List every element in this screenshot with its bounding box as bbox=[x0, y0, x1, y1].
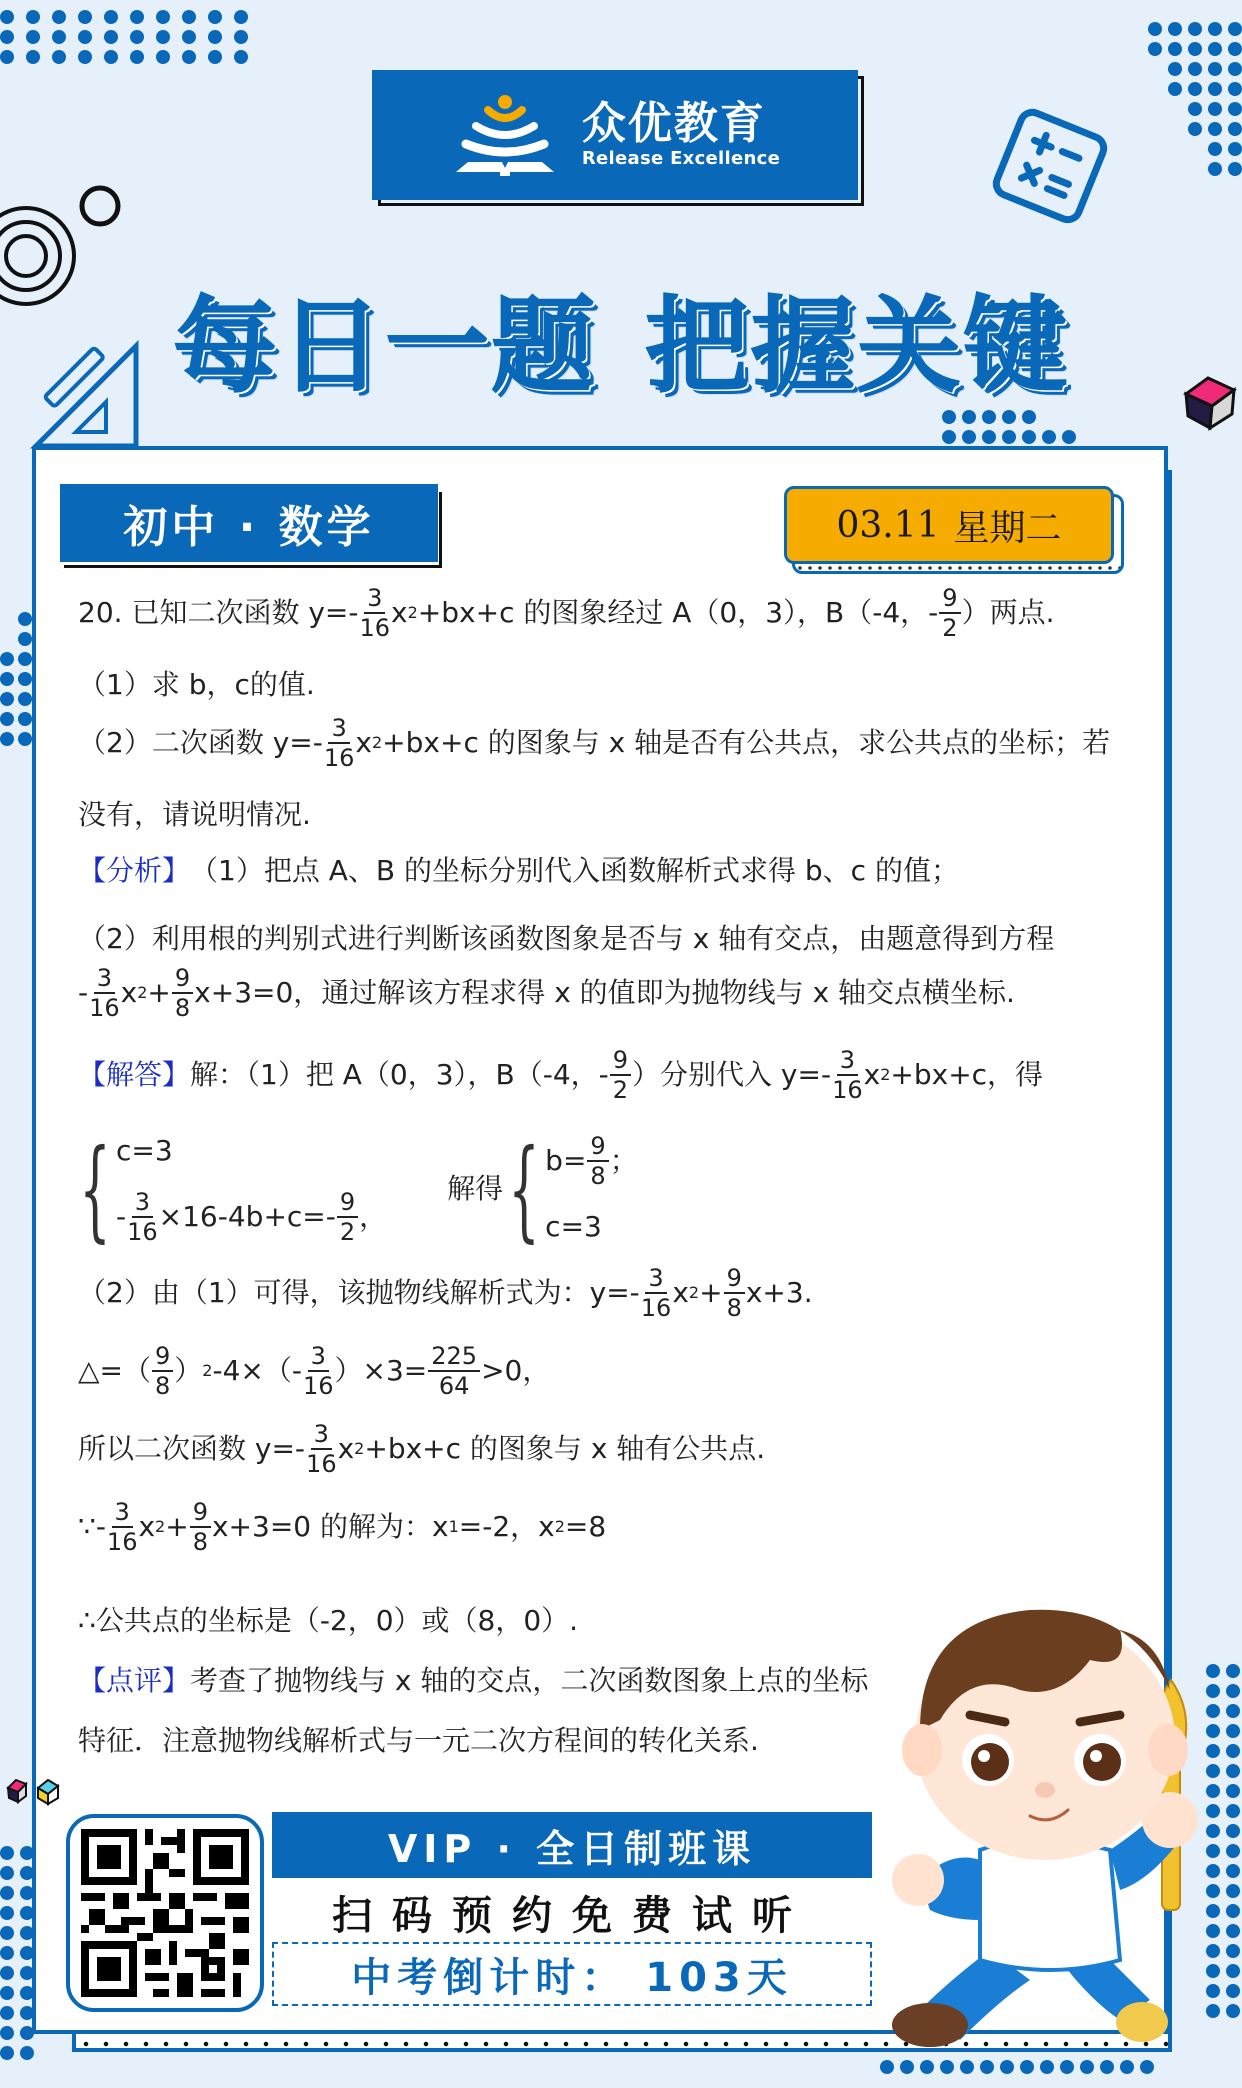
analysis-line1: 【分析】 （1）把点 A、B 的坐标分别代入函数解析式求得 b、c 的值； bbox=[78, 854, 959, 887]
solution-label: 【解答】 bbox=[78, 1058, 191, 1092]
headline-part2: 把握关键 bbox=[645, 285, 1070, 407]
countdown-value: 103天 bbox=[645, 1954, 793, 2001]
qr-code[interactable] bbox=[66, 1814, 264, 2012]
page-title bbox=[0, 262, 1242, 412]
analysis-label: 【分析】 bbox=[78, 854, 191, 887]
comment-line1: 【点评】 考查了抛物线与 x 轴的交点，二次函数图象上点的坐标 bbox=[78, 1664, 869, 1697]
weekday-value: 星期二 bbox=[953, 507, 1062, 549]
solution-part2: （2）由（1）可得，该抛物线解析式为：y=- $\frac{3}{16}$ x 2 + $\frac{9}{8}$ x+3. bbox=[78, 1264, 813, 1322]
subject-tag: 初中 · 数学 bbox=[60, 484, 438, 562]
equation-system: { c=3 - $\frac{3}{16}$ ×16-4b+c=- $\frac{9}{2}$ ， 解得 { b= $\frac{9}{8}$ ； c=3 bbox=[79, 1125, 638, 1253]
fraction: $\frac{3}{16}$ bbox=[832, 1046, 863, 1104]
brand-name-en: Release Excellence bbox=[581, 147, 781, 169]
analysis-line2: （2）利用根的判别式进行判断该函数图象是否与 x 轴有交点，由题意得到方程 bbox=[78, 922, 1055, 955]
logo-banner bbox=[372, 70, 858, 200]
solution-intro: 【解答】 解：（1）把 A（0，3），B（-4，- $\frac{9}{2}$ ）分别代入 y=- $\frac{3}{16}$ x 2 +bx+c，得 bbox=[78, 1046, 1044, 1104]
countdown-label: 中考倒计时： bbox=[351, 1954, 628, 2001]
question-part2: （2）二次函数 y=- $\frac{3}{16}$ x 2 +bx+c 的图象与 x 轴是否有公共点，求公共点的坐标；若 bbox=[78, 714, 1111, 772]
analysis-line3: - $\frac{3}{16}$ x 2 + $\frac{9}{8}$ x+3=0，通过解该方程求得 x 的值即为抛物线与 x 轴交点横坐标. bbox=[78, 964, 1015, 1022]
decor-dots-mid-right bbox=[942, 410, 1082, 444]
solution-roots: ∵- $\frac{3}{16}$ x 2 + $\frac{9}{8}$ x+3=0 的解为：x 1 =-2，x 2 =8 bbox=[78, 1498, 607, 1556]
brand-name-cn: 众优教育 bbox=[581, 98, 766, 150]
fraction: $\frac{9}{2}$ bbox=[610, 1048, 631, 1102]
logo-mark-icon bbox=[450, 90, 560, 180]
fraction: $\frac{3}{16}$ bbox=[359, 584, 391, 642]
fraction: $\frac{9}{8}$ bbox=[172, 966, 193, 1020]
scan-cta: 扫码预约免费试听 bbox=[332, 1892, 812, 1939]
comment-line2: 特征．注意抛物线解析式与一元二次方程间的转化关系. bbox=[78, 1724, 759, 1757]
mascot-boy-illustration bbox=[880, 1580, 1220, 2070]
fraction: $\frac{9}{2}$ bbox=[939, 586, 960, 640]
decor-dots-left-edge bbox=[0, 612, 36, 746]
decor-dots-top-right bbox=[1148, 22, 1242, 176]
decor-dots-top-left bbox=[0, 10, 254, 64]
question-part2-cont: 没有，请说明情况. bbox=[78, 798, 311, 831]
small-cubes-icon bbox=[4, 1776, 60, 1806]
headline-part1: 每日一题 bbox=[172, 285, 597, 407]
discriminant: △=（ $\frac{9}{8}$ ） 2 -4×（- $\frac{3}{16}$ ）×3= $\frac{225}{64}$ >0， bbox=[78, 1342, 551, 1400]
qr-code-icon bbox=[81, 1829, 249, 1997]
solution-conclusion: 所以二次函数 y=- $\frac{3}{16}$ x 2 +bx+c 的图象与 x 轴有公共点. bbox=[78, 1420, 766, 1478]
solution-therefore: ∴公共点的坐标是（-2，0）或（8，0）. bbox=[78, 1604, 579, 1637]
comment-label: 【点评】 bbox=[78, 1664, 191, 1697]
date-value: 03.11 bbox=[836, 504, 940, 546]
calculator-icon bbox=[990, 106, 1110, 226]
question-part1: （1）求 b，c的值. bbox=[78, 668, 315, 701]
exam-countdown bbox=[272, 1942, 872, 2006]
question-stem: 20. 已知二次函数 y=- $\frac{3}{16}$ x 2 +bx+c 的图象经过 A（0，3），B（-4，- $\frac{9}{2}$ ）两点. bbox=[78, 584, 1055, 642]
fraction: $\frac{3}{16}$ bbox=[89, 964, 120, 1022]
vip-banner: VIP · 全日制班课 bbox=[272, 1812, 872, 1878]
fraction: $\frac{3}{16}$ bbox=[323, 714, 355, 772]
date-tag bbox=[784, 486, 1114, 564]
